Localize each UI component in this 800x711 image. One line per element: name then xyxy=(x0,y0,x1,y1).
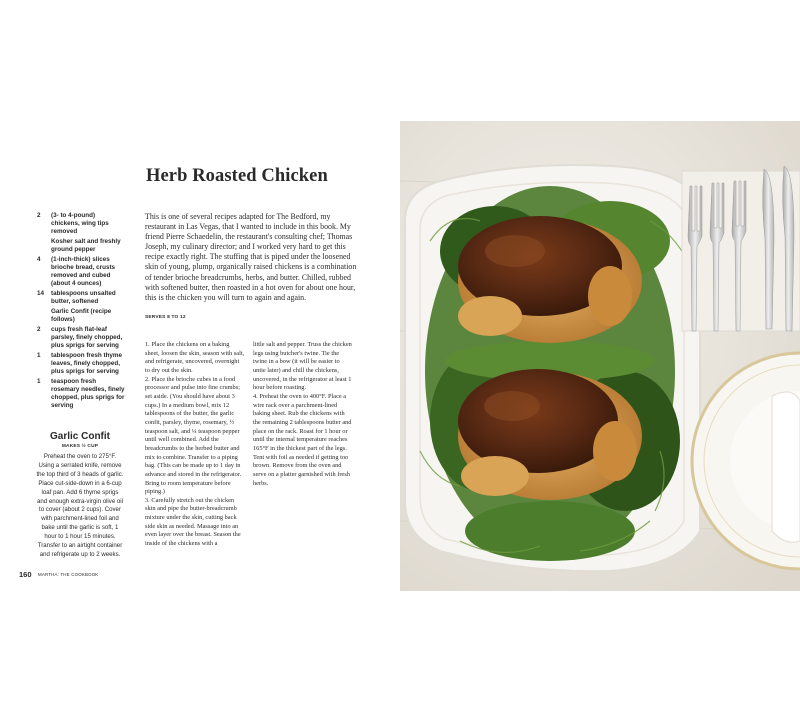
serves-label: SERVES 8 TO 12 xyxy=(145,315,186,320)
ingredient-text: tablespoons unsalted butter, softened xyxy=(51,290,116,305)
ingredient-qty: 4 xyxy=(37,256,41,263)
ingredient-item xyxy=(37,238,125,254)
ingredient-item xyxy=(37,378,125,410)
ingredient-text: tablespoon fresh thyme leaves, finely chopped, plus sprigs for serving xyxy=(51,352,123,375)
garlic-confit-title: Garlic Confit xyxy=(49,431,110,442)
recipe-headnote: This is one of several recipes adapted for The Bedford, my restaurant in Las Vegas, that I wanted to include in this book. My friend Pierre Schaedelin, the restaurant's consulting chef; Thomas Joseph, my culinary director; and I worked very hard to get this recipe exactly right. The stuffing that is piped under the loosened skin of young, plump, organically raised chickens is a combination of tender brioche breadcrumbs, herbs, and butter. Chilled, rubbed with softened butter, then roasted in a hot oven for about one hour, this is the chicken you will turn to again and again. xyxy=(145,212,357,302)
ingredient-qty: 1 xyxy=(37,352,41,359)
ingredient-list xyxy=(37,212,125,412)
running-head: MARTHA: THE COOKBOOK xyxy=(38,572,99,577)
ingredient-text: Garlic Confit (recipe follows) xyxy=(51,308,112,323)
garlic-confit-sidebar xyxy=(36,431,124,560)
ingredient-item xyxy=(37,308,125,324)
ingredient-text: (1-inch-thick) slices brioche bread, crusts removed and cubed (about 4 ounces) xyxy=(51,256,116,287)
roast-chicken-photo xyxy=(400,121,800,591)
method-step: 3. Carefully stretch out the chicken skin and pipe the butter-breadcrumb mixture under the skin, cutting back side skin as needed. Massage into an even layer over the breast. Season the inside of the chickens with a xyxy=(145,496,241,548)
ingredient-qty: 14 xyxy=(37,290,45,297)
recipe-title: Herb Roasted Chicken xyxy=(146,166,328,186)
ingredient-qty xyxy=(37,238,51,254)
ingredient-item xyxy=(37,326,125,350)
garlic-confit-method: Preheat the oven to 275°F. Using a serrated knife, remove the top third of 3 heads of garlic. Place cut-side-down in a 6-cup loaf pan. Add 6 thyme sprigs and enough extra-virgin olive oil to cover (about 2 cups). Cover with parchment-lined foil and bake until the garlic is soft, 1 hour to 1 hour 15 minutes. Transfer to an airtight container and refrigerate up to 2 weeks. xyxy=(36,453,124,558)
ingredient-text: (3- to 4-pound) chickens, wing tips removed xyxy=(51,212,109,235)
ingredient-qty xyxy=(37,308,51,324)
ingredient-text: teaspoon fresh rosemary needles, finely chopped, plus sprigs for serving xyxy=(51,378,125,409)
method-column-left xyxy=(145,341,245,549)
ingredient-item xyxy=(37,256,125,288)
method-step: 1. Place the chickens on a baking sheet, loosen the skin, season with salt, and refrigerate, uncovered, overnight to dry out the skin. xyxy=(145,341,245,374)
ingredient-text: cups fresh flat-leaf parsley, finely chopped, plus sprigs for serving xyxy=(51,326,123,349)
garlic-confit-yield: MAKES ½ CUP xyxy=(61,444,99,449)
ingredient-qty: 2 xyxy=(37,212,41,219)
ingredient-qty: 2 xyxy=(37,326,41,333)
ingredient-item xyxy=(37,352,125,376)
ingredient-qty: 1 xyxy=(37,378,41,385)
method-step: 4. Preheat the oven to 400°F. Place a wire rack over a parchment-lined baking sheet. Rub the chickens with the remaining 2 tablespoons butter and place on the rack. Roast for 1 hour or until the internal temperature reaches 165°F in the thickest part of the legs. Tent with foil as needed if getting too brown. Remove from the oven and serve on a platter garnished with fresh herbs. xyxy=(253,392,352,487)
method-step: 2. Place the brioche cubes in a food processor and pulse into fine crumbs; set aside. (You should have about 3 cups.) In a medium bowl, mix 12 tablespoons of the butter, the garlic confit, parsley, thyme, rosemary, ½ teaspoon salt, and ¼ teaspoon pepper until well combined. Add the breadcrumbs to the herbed butter and mix to combine. Transfer to a piping bag. (This can be made up to 1 day in advance and stored in the refrigerator. Bring to room temperature before piping.) xyxy=(145,375,242,496)
ingredient-item xyxy=(37,212,125,236)
ingredient-item xyxy=(37,290,125,306)
page-number: 160 xyxy=(19,570,32,579)
method-step: little salt and pepper. Truss the chicken legs using butcher's twine. Tie the twine in a bow (it will be easier to untie later) and chill the chickens, uncovered, in the refrigerator at least 1 hour before roasting. xyxy=(253,341,352,392)
ingredient-text: Kosher salt and freshly ground pepper xyxy=(51,238,121,253)
method-column-right xyxy=(253,341,353,488)
